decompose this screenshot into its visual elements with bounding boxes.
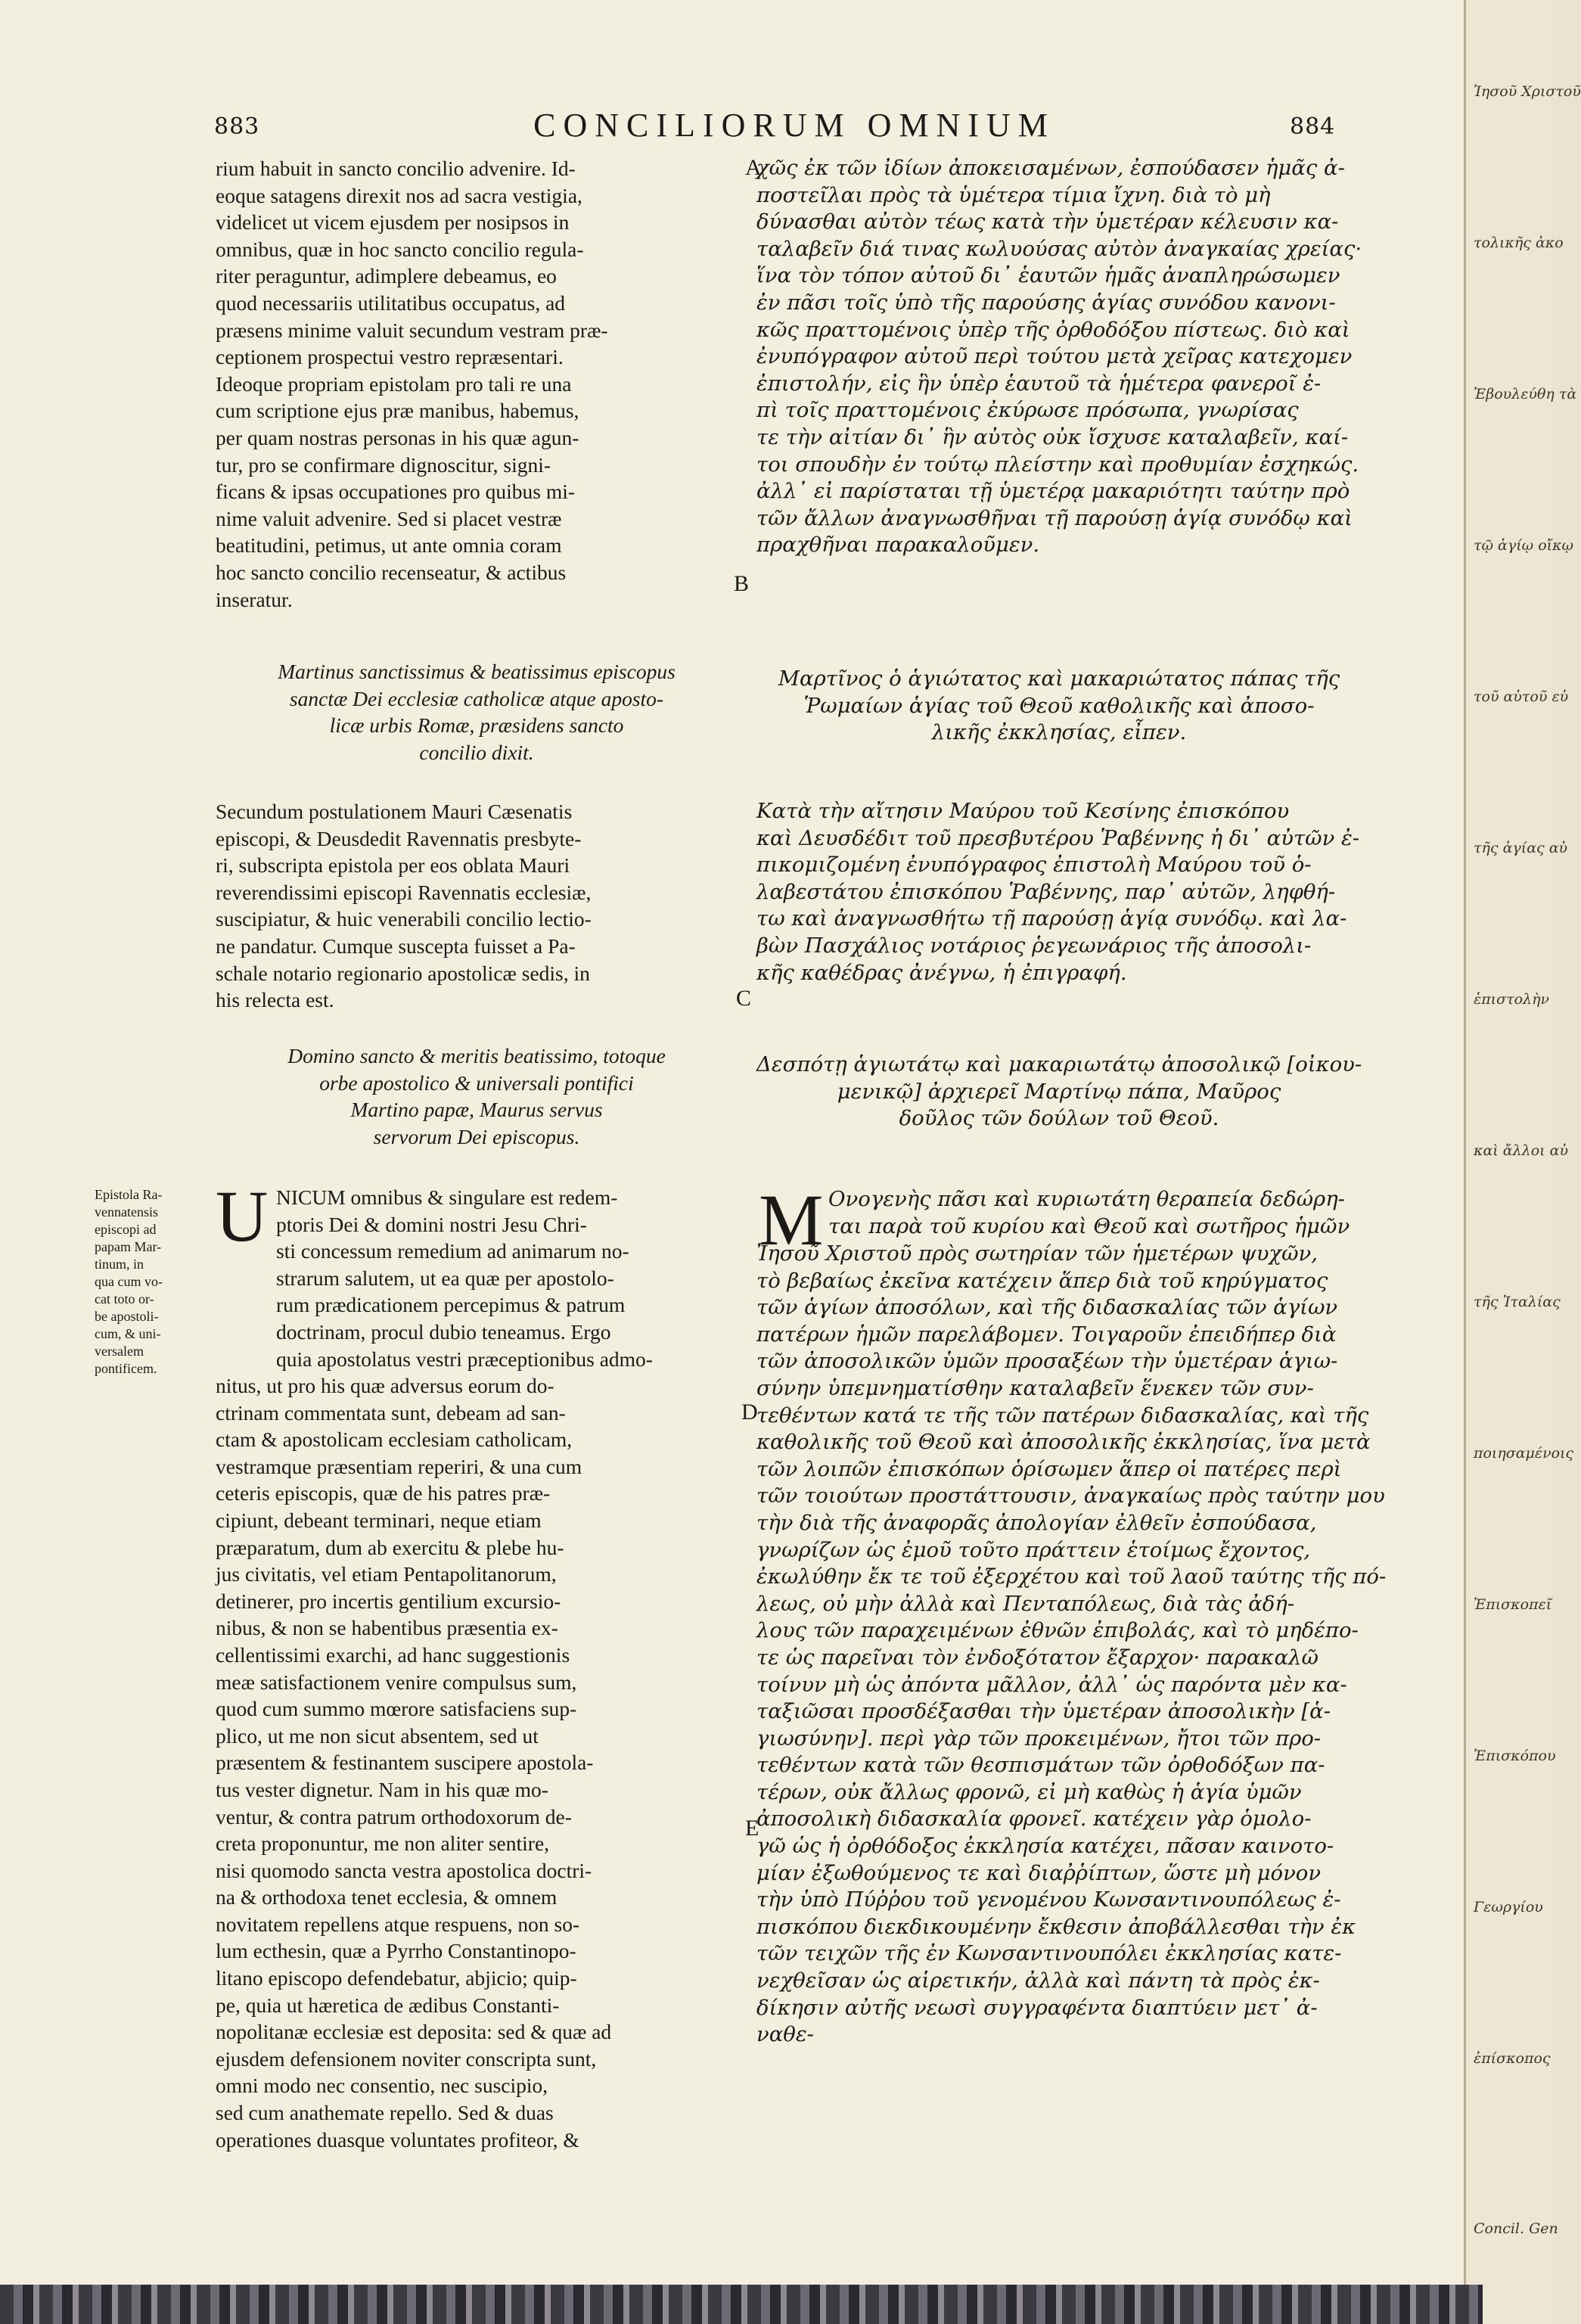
- text-line: sed cum anathemate repello. Sed & duas: [216, 2101, 554, 2125]
- latin-text-block-1: [216, 155, 738, 613]
- text-line: τοι σπουδὴν ἐν τούτῳ πλείστην καὶ προθυμίαν ἐσχηκώς.: [756, 452, 1359, 477]
- margin-note-line: qua cum vo-: [95, 1274, 163, 1289]
- text-line: cum scriptione ejus præ manibus, habemus,: [216, 399, 579, 423]
- text-line: nopolitanæ ecclesiæ est deposita: sed & quæ ad: [216, 2020, 612, 2044]
- text-line: litano episcopo defendebatur, abjicio; quip-: [216, 1966, 577, 1990]
- text-line: τῶν τειχῶν τῆς ἐν Κωνσαντινουπόλει ἐκκλησίας κατε-: [756, 1941, 1342, 1966]
- text-line: τεθέντων κατὰ τῶν θεσπισμάτων τῶν ὀρθοδόξων πα-: [756, 1753, 1325, 1778]
- text-line: Ideoque propriam epistolam pro tali re una: [216, 371, 572, 396]
- text-line: nisi quomodo sancta vestra apostolica doctri-: [216, 1858, 592, 1882]
- edge-text-fragment: τολικῆς ἀκο: [1474, 235, 1564, 251]
- text-line: lum ecthesin, quæ a Pyrrho Constantinopo-: [216, 1939, 576, 1963]
- text-line: σύνην ὑπεμνηματίσθην καταλαβεῖν ἕνεκεν τῶν συν-: [756, 1375, 1314, 1400]
- edge-text-fragment: Ἰησοῦ Χριστοῦ: [1474, 83, 1581, 100]
- text-line: τῶν ἁγίων ἀποσόλων, καὶ τῆς διδασκαλίας τῶν ἁγίων: [756, 1295, 1338, 1320]
- text-line: ταλαβεῖν διά τινας κωλυούσας αὐτὸν ἀναγκαίας χρείας·: [756, 236, 1362, 261]
- text-line: hoc sancto concilio recenseatur, & actibus: [216, 560, 567, 584]
- text-line: λεως, οὐ μὴν ἀλλὰ καὶ Πενταπόλεως, διὰ τὰς ἀδή-: [756, 1591, 1295, 1616]
- text-line: detinerer, pro incertis gentilium excursio-: [216, 1589, 561, 1613]
- text-line: λαβεστάτου ἐπισκόπου Ῥαβέννης, παρ᾽ αὐτῶν, ληφθή-: [756, 879, 1336, 904]
- heading-line: Martino papæ, Maurus servus: [350, 1098, 603, 1122]
- text-line: omnibus, quæ in hoc sancto concilio regula-: [216, 237, 584, 261]
- text-line: πατέρων ἡμῶν παρελάβομεν. Τοιγαροῦν ἐπειδήπερ διὰ: [756, 1322, 1337, 1347]
- text-line: πισκόπου διεκδικουμένην ἔκθεσιν ἀποβάλλεσθαι τὴν ἐκ: [756, 1914, 1356, 1939]
- margin-note-line: cum, & uni-: [95, 1326, 161, 1341]
- margin-note-line: vennatensis: [95, 1204, 158, 1219]
- margin-note-line: episcopi ad: [95, 1222, 157, 1237]
- text-line: episcopi, & Deusdedit Ravennatis presbyte-: [216, 826, 582, 850]
- latin-text-block-3: [216, 1372, 738, 2153]
- text-line: ctrinam commentata sunt, debeam ad san-: [216, 1400, 566, 1425]
- edge-text-fragment: ποιησαμένοις: [1474, 1445, 1574, 1462]
- text-line: γιωσύνην]. περὶ γὰρ τῶν προκειμένων, ἤτοι τῶν προ-: [756, 1726, 1322, 1751]
- text-line: plico, ut me non sicut absentem, sed ut: [216, 1723, 539, 1748]
- text-line: novitatem repellens atque respuens, non so-: [216, 1912, 580, 1936]
- greek-text-block-3-indented: [828, 1186, 1362, 1240]
- section-marker-b: B: [734, 571, 750, 596]
- text-line: præsentem & festinantem suscipere apostola-: [216, 1751, 594, 1775]
- heading-line: sanctæ Dei ecclesiæ catholicæ atque aposto-: [289, 686, 664, 710]
- text-line: τεθέντων κατά τε τῆς τῶν πατέρων διδασκαλίας, καὶ τῆς: [756, 1403, 1369, 1428]
- text-line: τῶν ἀποσολικῶν ὑμῶν προσαξέων τὴν ὑμετέραν ἁγιω-: [756, 1349, 1338, 1374]
- latin-text-block-2: [216, 798, 738, 1014]
- edge-text-fragment: Ἐπισκοπεῖ: [1474, 1596, 1552, 1613]
- text-line: cellentissimi exarchi, ad hanc suggestionis: [216, 1642, 570, 1667]
- heading-line: orbe apostolico & universali pontifici: [319, 1070, 634, 1095]
- text-line: præsens minime valuit secundum vestram præ-: [216, 318, 608, 342]
- heading-line: Μαρτῖνος ὁ ἁγιώτατος καὶ μακαριώτατος πάπας τῆς: [778, 666, 1340, 691]
- text-line: γῶ ὡς ἡ ὀρθόδοξος ἐκκλησία κατέχει, πᾶσαν καινοτο-: [756, 1834, 1334, 1859]
- text-line: rum prædicationem percepimus & patrum: [276, 1293, 626, 1317]
- margin-note-line: versalem: [95, 1344, 144, 1359]
- text-line: cipiunt, debeant terminari, neque etiam: [216, 1508, 542, 1532]
- edge-text-fragment: τῷ ἁγίῳ οἴκῳ: [1474, 537, 1574, 554]
- text-line: rium habuit in sancto concilio advenire. Id-: [216, 157, 576, 180]
- text-line: βὼν Πασχάλιος νοτάριος ῥεγεωνάριος τῆς ἀποσολι-: [756, 933, 1312, 958]
- edge-text-fragment: καὶ ἄλλοι αὐ: [1474, 1142, 1569, 1159]
- book-cover-edge: [0, 2285, 1483, 2324]
- margin-note: [95, 1186, 216, 1378]
- text-line: quod cum summo mœrore satisfaciens sup-: [216, 1697, 577, 1721]
- text-line: πὶ τοῖς πραττομένοις ἐκύρωσε πρόσωπα, γνωρίσας: [756, 398, 1299, 423]
- text-line: his relecta est.: [216, 988, 334, 1012]
- edge-text-fragment: ἐπίσκοπος: [1474, 2050, 1551, 2067]
- text-line: τῶν ἄλλων ἀναγνωσθῆναι τῇ παρούσῃ ἁγίᾳ συνόδῳ καὶ: [756, 505, 1353, 530]
- page-number-left: 883: [214, 113, 260, 140]
- text-line: nime valuit advenire. Sed si placet vestræ: [216, 506, 562, 530]
- text-line: ταξιῶσαι προσδέξασθαι τὴν ὑμετέραν ἀποσολικὴν [ἁ-: [756, 1699, 1331, 1724]
- heading-line: licæ urbis Romæ, præsidens sancto: [329, 713, 624, 738]
- edge-text-fragment: τῆς Ἰταλίας: [1474, 1294, 1561, 1310]
- text-line: καὶ Δευσδέδιτ τοῦ πρεσβυτέρου Ῥαβέννης ἡ δι᾽ αὐτῶν ἐ-: [756, 825, 1360, 850]
- text-line: χῶς ἐκ τῶν ἰδίων ἀποκεισαμένων, ἐσπούδασεν ἡμᾶς ἀ-: [756, 156, 1345, 180]
- text-line: nitus, ut pro his quæ adversus eorum do-: [216, 1374, 554, 1397]
- text-line: ceteris episcopis, quæ de his patres præ-: [216, 1481, 551, 1505]
- text-line: γνωρίζων ὡς ἐμοῦ τοῦτο πράττειν ἑτοίμως ἔχοντος,: [756, 1537, 1311, 1562]
- latin-drop-cap: U: [216, 1176, 269, 1257]
- text-line: sti concessum remedium ad animarum no-: [276, 1239, 629, 1263]
- text-line: τὸ βεβαίως ἐκεῖνα κατέχειν ἅπερ διὰ τοῦ κηρύγματος: [756, 1268, 1328, 1293]
- text-line: vestramque præsentiam reperiri, & una cum: [216, 1454, 582, 1478]
- text-line: suscipiatur, & huic venerabili concilio lectio-: [216, 907, 592, 931]
- heading-line: Martinus sanctissimus & beatissimus episcopus: [278, 660, 676, 683]
- text-line: ποστεῖλαι πρὸς τὰ ὑμέτερα τίμια ἴχνη. διὰ τὸ μὴ: [756, 182, 1271, 207]
- text-line: tur, pro se confirmare dignoscitur, signi-: [216, 452, 551, 477]
- text-line: nibus, & non se habentibus præsentia ex-: [216, 1616, 558, 1640]
- text-line: operationes duasque voluntates profiteor, &: [216, 2127, 579, 2152]
- heading-line: concilio dixit.: [419, 740, 534, 764]
- text-line: Κατὰ τὴν αἴτησιν Μαύρου τοῦ Κεσίνης ἐπισκόπου: [756, 799, 1290, 823]
- text-line: ἐν πᾶσι τοῖς ὑπὸ τῆς παρούσης ἁγίας συνόδου κανονι-: [756, 290, 1336, 315]
- text-line: ri, subscripta epistola per eos oblata Mauri: [216, 853, 570, 878]
- text-line: creta proponuntur, me non aliter sentire,: [216, 1832, 550, 1856]
- text-line: quia apostolatus vestri præceptionibus admo-: [276, 1347, 653, 1371]
- edge-signature: Concil. Gen: [1474, 2220, 1558, 2237]
- latin-heading-martinus: [216, 658, 738, 766]
- page-number-right: 884: [1290, 113, 1336, 140]
- text-line: πραχθῆναι παρακαλοῦμεν.: [756, 533, 1040, 558]
- heading-line: Ῥωμαίων ἁγίας τοῦ Θεοῦ καθολικῆς καὶ ἀποσο-: [803, 693, 1315, 718]
- text-line: ejusdem defensionem noviter conscripta sunt,: [216, 2046, 597, 2071]
- section-marker-e: E: [745, 1816, 759, 1841]
- text-line: ctam & apostolicam ecclesiam catholicam,: [216, 1428, 573, 1452]
- greek-heading-martinos: [756, 666, 1362, 747]
- text-line: τέρων, οὐκ ἄλλως φρονῶ, εἰ μὴ καθὼς ἡ ἁγία ὑμῶν: [756, 1779, 1302, 1804]
- text-line: λους τῶν παραχειμένων ἐθνῶν ἐπιβολάς, καὶ τὸ μηδέπο-: [756, 1618, 1359, 1643]
- text-line: ventur, & contra patrum orthodoxorum de-: [216, 1804, 572, 1828]
- text-line: τῶν τοιούτων προστάττουσιν, ἀναγκαίως πρὸς ταύτην μου: [756, 1484, 1385, 1508]
- margin-note-line: be apostoli-: [95, 1309, 159, 1324]
- text-line: beatitudini, petimus, ut ante omnia coram: [216, 533, 562, 558]
- heading-line: δοῦλος τῶν δούλων τοῦ Θεοῦ.: [899, 1106, 1219, 1131]
- text-line: δίκησιν αὐτῆς νεωσὶ συγγραφέντα διαπτύειν μετ᾽ ἀ-: [756, 1995, 1318, 2020]
- text-line: pe, quia ut hæretica de ædibus Constanti-: [216, 1993, 560, 2017]
- text-line: na & orthodoxa tenet ecclesia, & omnem: [216, 1885, 558, 1909]
- text-line: ceptionem prospectui vestro repræsentari.: [216, 345, 564, 369]
- text-line: τὴν διὰ τῆς ἀναφορᾶς ἀπολογίαν ἐλθεῖν ἐσπούδασα,: [756, 1510, 1317, 1535]
- text-line: Ονογενὴς πᾶσι καὶ κυριωτάτη θεραπεία δεδώρη-: [828, 1187, 1345, 1211]
- text-line: τω καὶ ἀναγνωσθήτω τῇ παρούσῃ ἁγίᾳ συνόδῳ. καὶ λα-: [756, 906, 1347, 931]
- text-line: ἐκωλύθην ἔκ τε τοῦ ἐξερχέτου καὶ τοῦ λαοῦ ταύτης τῆς πό-: [756, 1564, 1387, 1589]
- text-line: τῶν λοιπῶν ἐπισκόπων ὁρίσωμεν ἅπερ οἱ πατέρες περὶ: [756, 1456, 1342, 1481]
- text-line: quod necessariis utilitatibus occupatus, ad: [216, 290, 566, 315]
- text-line: ἀλλ᾽ εἰ παρίσταται τῇ ὑμετέρᾳ μακαριότητι ταύτην πρὸ: [756, 479, 1350, 504]
- text-line: videlicet ut vicem ejusdem per nosipsos in: [216, 210, 570, 235]
- text-line: τὴν ὑπὸ Πύῤῥου τοῦ γενομένου Κωνσαντινουπόλεως ἐ-: [756, 1887, 1341, 1912]
- edge-text-fragment: τῆς ἁγίας αὐ: [1474, 840, 1568, 856]
- text-line: doctrinam, procul dubio teneamus. Ergo: [276, 1319, 611, 1344]
- greek-heading-despote: [756, 1052, 1362, 1132]
- section-marker-c: C: [736, 986, 752, 1011]
- text-line: ἵνα τὸν τόπον αὐτοῦ δι᾽ ἑαυτῶν ἡμᾶς ἀναπληρώσωμεν: [756, 263, 1340, 288]
- text-line: τε ὡς παρεῖναι τὸν ἐνδοξότατον ἔξαρχον· παρακαλῶ: [756, 1645, 1319, 1670]
- margin-note-line: cat toto or-: [95, 1291, 154, 1306]
- text-line: inseratur.: [216, 587, 293, 611]
- margin-note-line: tinum, in: [95, 1257, 144, 1272]
- text-line: ἐνυπόγραφον αὐτοῦ περὶ τούτου μετὰ χεῖρας κατεχομεν: [756, 344, 1353, 369]
- edge-text-fragment: Ἐπισκόπου: [1474, 1748, 1556, 1764]
- edge-text-fragment: Ἐβουλεύθη τὰ: [1474, 386, 1577, 402]
- text-line: τε τὴν αἰτίαν δι᾽ ἣν αὐτὸς οὐκ ἴσχυσε καταλαβεῖν, καί-: [756, 424, 1349, 449]
- latin-text-block-3-indented: [276, 1184, 738, 1372]
- text-line: ἀποσολικὴ διδασκαλία φρονεῖ. κατέχειν γὰρ ὁμολο-: [756, 1807, 1312, 1832]
- text-line: ne pandatur. Cumque suscepta fuisset a Pa-: [216, 934, 576, 958]
- greek-text-block-1: [756, 155, 1362, 559]
- text-line: τοίνυν μὴ ὡς ἀπόντα μᾶλλον, ἀλλ᾽ ὡς παρόντα μὲν κα-: [756, 1672, 1347, 1697]
- heading-line: Δεσπότῃ ἁγιωτάτῳ καὶ μακαριωτάτῳ ἀποσολικῷ [οἰκου-: [756, 1052, 1362, 1077]
- text-line: omni modo nec consentio, nec suscipio,: [216, 2074, 548, 2098]
- text-line: πικομιζομένη ἐνυπόγραφος ἐπιστολὴ Μαύρου τοῦ ὁ-: [756, 853, 1312, 878]
- greek-drop-cap: M: [759, 1179, 824, 1260]
- text-line: ptoris Dei & domini nostri Jesu Chri-: [276, 1212, 587, 1236]
- section-marker-a: A: [745, 155, 762, 180]
- margin-note-line: pontificem.: [95, 1361, 157, 1376]
- text-line: NICUM omnibus & singulare est redem-: [276, 1185, 618, 1209]
- greek-text-block-3: [756, 1241, 1387, 2049]
- text-line: tus vester dignetur. Nam in his quæ mo-: [216, 1777, 548, 1801]
- text-line: per quam nostras personas in his quæ agun-: [216, 425, 579, 449]
- heading-line: μενικῷ] ἀρχιερεῖ Μαρτίνῳ πάπα, Μαῦρος: [837, 1079, 1281, 1104]
- text-line: Secundum postulationem Mauri Cæsenatis: [216, 800, 573, 823]
- text-line: ficans & ipsas occupationes pro quibus mi-: [216, 480, 576, 504]
- text-line: δύνασθαι αὐτὸν τέως κατὰ τὴν ὑμετέραν κέλευσιν κα-: [756, 210, 1339, 235]
- margin-note-line: Epistola Ra-: [95, 1187, 163, 1202]
- heading-line: servorum Dei episcopus.: [373, 1124, 580, 1148]
- text-line: καθολικῆς τοῦ Θεοῦ καὶ ἀποσολικῆς ἐκκλησίας, ἵνα μετὰ: [756, 1430, 1371, 1455]
- margin-note-line: papam Mar-: [95, 1239, 162, 1254]
- edge-text-fragment: τοῦ αὐτοῦ εὐ: [1474, 688, 1569, 705]
- text-line: μίαν ἐξωθούμενος τε καὶ διαῤῥίπτων, ὥστε μὴ μόνον: [756, 1860, 1322, 1885]
- greek-text-block-2: [756, 798, 1362, 986]
- text-line: reverendissimi episcopi Ravennatis ecclesiæ,: [216, 880, 592, 904]
- heading-line: Domino sancto & meritis beatissimo, totoque: [287, 1044, 666, 1067]
- text-line: ἐπιστολήν, εἰς ἣν ὑπὲρ ἑαυτοῦ τὰ ἡμέτερα φανεροῖ ἐ-: [756, 371, 1322, 396]
- next-page-edge: [1464, 0, 1581, 2324]
- heading-line: λικῆς ἐκκλησίας, εἶπεν.: [931, 720, 1187, 745]
- section-marker-d: D: [741, 1400, 758, 1425]
- running-title: CONCILIORUM OMNIUM: [533, 107, 1055, 144]
- text-line: κῶς πραττομένοις ὑπὲρ τῆς ὀρθοδόξου πίστεως. διὸ καὶ: [756, 317, 1350, 342]
- text-line: κῆς καθέδρας ἀνέγνω, ἡ ἐπιγραφή.: [756, 960, 1127, 985]
- edge-text-fragment: ἐπιστολὴν: [1474, 991, 1550, 1008]
- text-line: schale notario regionario apostolicæ sedis, in: [216, 961, 590, 985]
- text-line: riter peraguntur, adimplere debeamus, eo: [216, 264, 557, 288]
- text-line: νεχθεῖσαν ὡς αἱρετικήν, ἀλλὰ καὶ πάντη τὰ πρὸς ἐκ-: [756, 1968, 1320, 1993]
- text-line: eoque satagens direxit nos ad sacra vestigia,: [216, 183, 582, 207]
- text-line: ναθε-: [756, 2022, 814, 2047]
- text-line: ται παρὰ τοῦ κυρίου καὶ Θεοῦ καὶ σωτῆρος ἡμῶν: [828, 1213, 1350, 1238]
- latin-heading-domino: [216, 1042, 738, 1150]
- text-line: Ἰησοῦ Χριστοῦ πρὸς σωτηρίαν τῶν ἡμετέρων ψυχῶν,: [756, 1241, 1318, 1266]
- edge-text-fragment: Γεωργίου: [1474, 1899, 1543, 1915]
- text-line: meæ satisfactionem venire compulsus sum,: [216, 1670, 577, 1694]
- text-line: strarum salutem, ut ea quæ per apostolo-: [276, 1266, 614, 1290]
- text-line: jus civitatis, vel etiam Pentapolitanorum,: [216, 1562, 557, 1586]
- text-line: præparatum, dum ab exercitu & plebe hu-: [216, 1535, 564, 1559]
